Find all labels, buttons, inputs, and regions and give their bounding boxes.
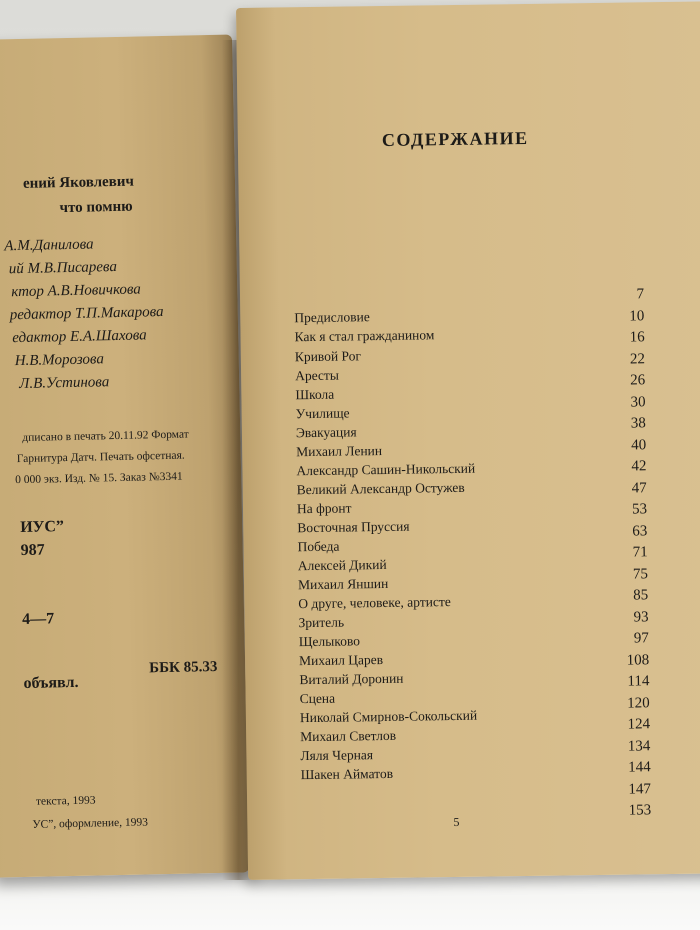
imprint-year-code: 987 xyxy=(20,541,45,560)
toc-entry-title: Ляля Черная xyxy=(300,747,374,764)
imprint-copyright-1: текста, 1993 xyxy=(35,794,96,808)
toc-entry-title: Восточная Пруссия xyxy=(297,518,410,536)
toc-page-number: 75 xyxy=(632,566,649,583)
imprint-author: ений Яковлевич xyxy=(22,173,135,192)
toc-page-number: 71 xyxy=(632,544,648,561)
toc-page-number: 153 xyxy=(628,802,652,819)
toc-entry-title: Великий Александр Остужев xyxy=(296,479,465,498)
toc-page-number: 97 xyxy=(633,630,649,647)
imprint-print-3: 0 000 экз. Изд. № 15. Заказ №3341 xyxy=(15,470,183,487)
toc-page-number: 114 xyxy=(627,673,650,690)
toc-page-number: 40 xyxy=(631,437,647,454)
toc-entry-title: Михаил Царев xyxy=(299,652,384,669)
imprint-announce: объявл. xyxy=(23,673,79,693)
page-folio: 5 xyxy=(453,814,460,830)
toc-page-number: 16 xyxy=(629,329,645,346)
toc-page-number: 124 xyxy=(627,716,651,733)
toc-page-number: 63 xyxy=(632,523,648,540)
toc-entry-title: Алексей Дикий xyxy=(297,556,387,574)
imprint-credit-2: ий М.В.Писарева xyxy=(8,258,118,278)
toc-page-number: 22 xyxy=(629,351,646,368)
toc-page-number: 134 xyxy=(627,738,651,755)
toc-page-number: 108 xyxy=(626,652,650,669)
toc-entry-title: Михаил Ленин xyxy=(296,443,383,460)
toc-entry-title: Предисловие xyxy=(294,309,370,326)
imprint-print-1: дписано в печать 20.11.92 Формат xyxy=(22,428,189,444)
imprint-print-2: Гарнитура Датч. Печать офсетная. xyxy=(16,449,185,466)
toc-entry-title: На фронт xyxy=(296,500,352,517)
imprint-publisher: ИУС” xyxy=(20,518,65,537)
toc-entry-title: Победа xyxy=(297,538,340,555)
right-page xyxy=(236,1,700,880)
toc-page-number: 53 xyxy=(631,501,648,518)
toc-heading: СОДЕРЖАНИЕ xyxy=(381,127,529,150)
toc-page-number: 42 xyxy=(631,458,647,475)
toc-entry-title: Михаил Светлов xyxy=(300,727,397,745)
toc-page-number: 144 xyxy=(628,759,651,776)
toc-entry-title: Сцена xyxy=(299,690,336,707)
toc-entry-title: Щелыково xyxy=(298,633,361,650)
imprint-copyright-2: УС”, оформление, 1993 xyxy=(32,816,149,831)
toc-entry-title: Николай Смирнов-Сокольский xyxy=(299,707,478,726)
toc-entry-title: Зритель xyxy=(298,614,345,631)
imprint-title: что помню xyxy=(59,198,133,217)
toc-entry-title: Александр Сашин-Никольский xyxy=(296,460,476,479)
imprint-isbn-tail: 4—7 xyxy=(21,610,55,629)
toc-entry-title: Виталий Доронин xyxy=(299,670,404,688)
toc-entry-title: О друге, человеке, артисте xyxy=(298,594,451,612)
toc-page-number: 10 xyxy=(629,308,645,325)
toc-page-number: 85 xyxy=(633,587,649,604)
toc-entry-title: Эвакуация xyxy=(295,424,357,441)
imprint-credit-3: ктор А.В.Новичкова xyxy=(11,281,142,301)
toc-page-number: 147 xyxy=(628,781,652,798)
toc-entry-title: Училище xyxy=(295,405,350,422)
toc-entry-title: Аресты xyxy=(295,367,340,384)
toc-page-number: 30 xyxy=(630,394,646,411)
imprint-credit-1: А.М.Данилова xyxy=(4,236,94,255)
toc-page-number: 47 xyxy=(631,480,647,497)
imprint-credit-7: Л.В.Устинова xyxy=(19,374,110,393)
toc-entry-title: Как я стал гражданином xyxy=(294,327,435,345)
imprint-credit-4: редактор Т.П.Макарова xyxy=(9,304,164,324)
toc-entry-title: Шакен Айматов xyxy=(300,765,394,783)
toc-page-number: 93 xyxy=(633,609,649,626)
toc-page-number: 7 xyxy=(636,286,645,303)
imprint-credit-5: едактор Е.А.Шахова xyxy=(12,327,147,347)
toc-entry-title: Школа xyxy=(295,386,335,403)
toc-page-number: 26 xyxy=(630,372,646,389)
imprint-credit-6: Н.В.Морозова xyxy=(14,351,105,370)
toc-page-number: 120 xyxy=(627,695,650,712)
imprint-bbk: ББК 85.33 xyxy=(149,658,218,677)
toc-page-number: 38 xyxy=(630,415,646,432)
toc-entry-title: Михаил Яншин xyxy=(297,575,389,593)
toc-entry-title: Кривой Рог xyxy=(294,348,362,365)
left-page xyxy=(0,35,249,878)
